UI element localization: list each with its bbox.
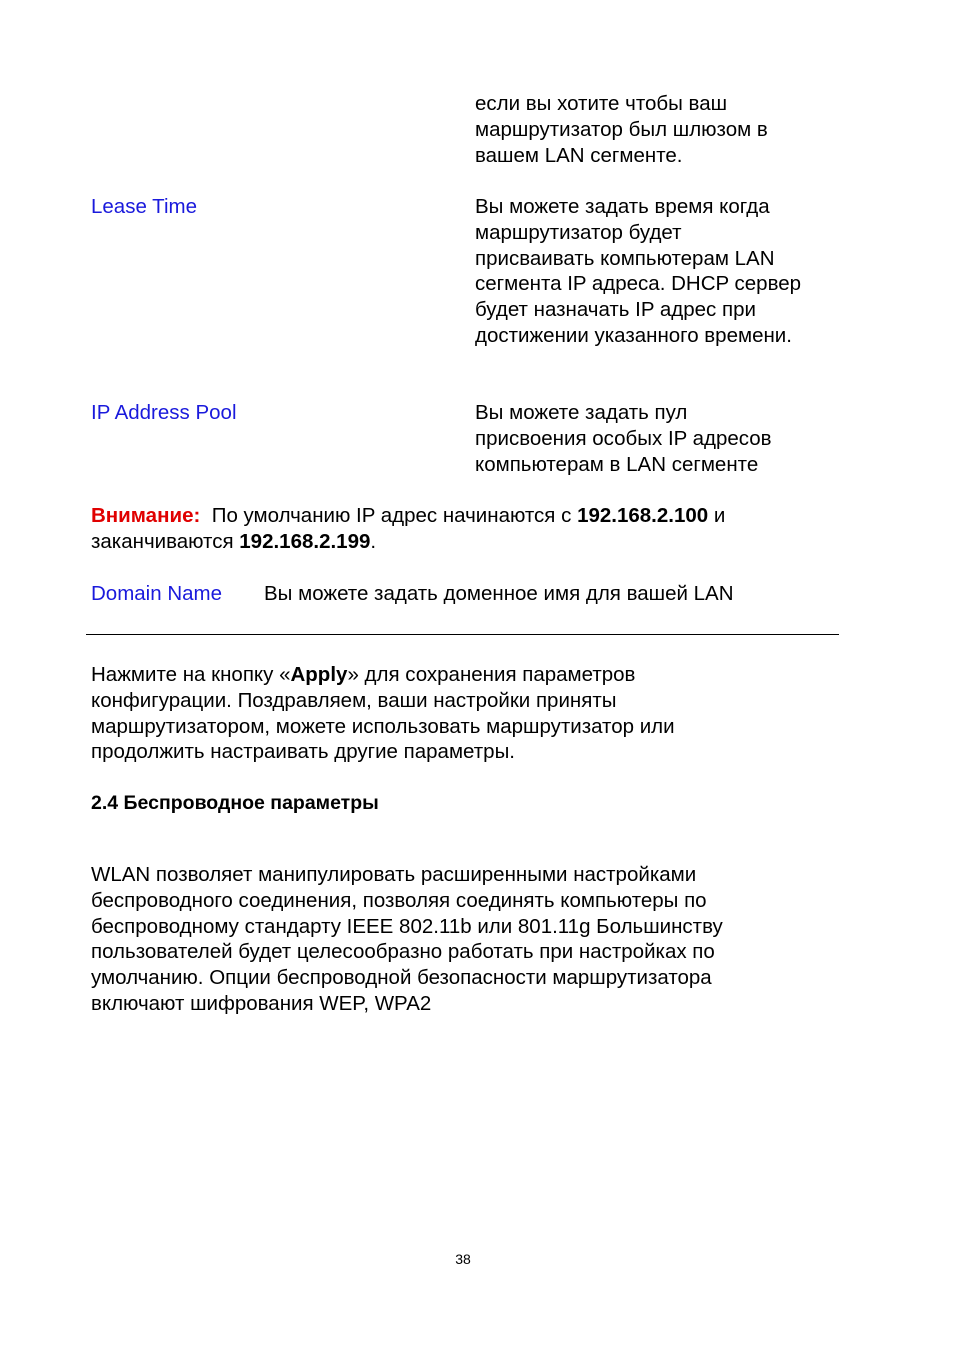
end-ip: 192.168.2.199 [239, 529, 371, 553]
note-text: и [713, 504, 726, 527]
wlan-para-line: WLAN позволяет манипулировать расширенными настройками [91, 863, 697, 886]
lease-time-desc-line: сегмента IP адреса. DHCP сервер [475, 272, 802, 296]
apply-para-text: Нажмите на кнопку « [91, 663, 291, 686]
note-text: По умолчанию IP адрес начинаются с [211, 504, 572, 527]
ip-pool-desc-line: присвоения особых IP адресов [475, 426, 772, 450]
lease-time-term: Lease Time [91, 195, 197, 218]
lease-time-description [475, 194, 801, 349]
lease-time-desc-line: достижении указанного времени. [475, 323, 792, 347]
ip-pool-description [475, 400, 772, 477]
apply-para-line [91, 662, 675, 688]
domain-name-description: Вы можете задать доменное имя для вашей LAN [264, 582, 734, 605]
gateway-desc-line: если вы хотите чтобы ваш [475, 92, 728, 115]
wlan-para-line: беспроводному стандарту IEEE 802.11b или 801.11g Большинству [91, 914, 723, 938]
apply-para-text: » для сохранения параметров [347, 663, 636, 686]
page-number: 38 [455, 1251, 471, 1267]
ip-pool-desc-line: Вы можете задать пул [475, 401, 688, 424]
note-text: . [370, 529, 377, 553]
apply-para-line: маршрутизатором, можете использовать маршрутизатор или [91, 714, 675, 738]
lease-time-desc-line: маршрутизатор будет [475, 220, 682, 244]
apply-word: Apply [290, 663, 348, 686]
gateway-description [475, 91, 768, 168]
gateway-desc-line: маршрутизатор был шлюзом в [475, 117, 768, 141]
section-heading: 2.4 Беспроводное параметры [91, 792, 379, 814]
warning-label: Внимание: [91, 504, 201, 527]
wlan-para-line: беспроводного соединения, позволяя соединять компьютеры по [91, 888, 707, 912]
lease-time-desc-line: присваивать компьютерам LAN [475, 246, 775, 270]
note-text: заканчиваются [91, 529, 234, 553]
section-divider [86, 634, 839, 635]
domain-name-term: Domain Name [91, 582, 223, 605]
gateway-desc-line: вашем LAN сегменте. [475, 143, 683, 167]
wlan-para-line: умолчанию. Опции беспроводной безопасности маршрутизатора [91, 966, 712, 990]
default-ip-note [91, 503, 725, 555]
ip-pool-term: IP Address Pool [91, 401, 237, 424]
note-line-2 [91, 529, 725, 555]
ip-pool-desc-line: компьютерам в LAN сегменте [475, 452, 759, 476]
start-ip: 192.168.2.100 [577, 504, 709, 527]
note-line-1 [91, 503, 725, 529]
lease-time-desc-line: будет назначать IP адрес при [475, 298, 756, 322]
wlan-para-line: включают шифрования WEP, WPA2 [91, 991, 432, 1015]
lease-time-desc-line: Вы можете задать время когда [475, 195, 770, 218]
apply-para-line: продолжить настраивать другие параметры. [91, 740, 515, 764]
apply-paragraph [91, 662, 675, 765]
apply-para-line: конфигурации. Поздравляем, ваши настройки приняты [91, 688, 617, 712]
wlan-paragraph [91, 862, 723, 1017]
wlan-para-line: пользователей будет целесообразно работать при настройках по [91, 940, 715, 964]
